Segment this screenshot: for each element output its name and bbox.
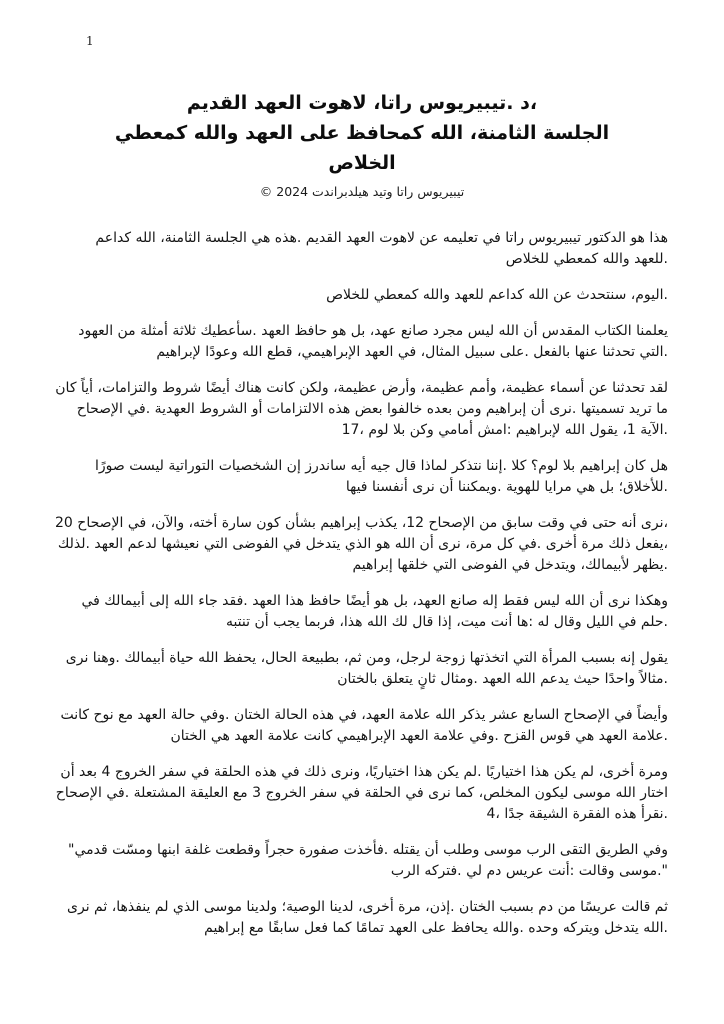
body-line: وهكذا نرى أن الله ليس فقط إله صانع العهد، بل هو أيضًا حافظ هذا العهد .فقد جاء الله إلى أبيمالك في xyxy=(81,593,668,609)
body-line: هل كان إبراهيم بلا لوم؟ كلا .إننا نتذكر لماذا قال جيه أيه ساندرز إن الشخصيات التوراتية ليست صورًا xyxy=(95,458,668,474)
body-line: ما تريد تسميتها .نرى أن إبراهيم ومن بعده خالفوا بعض هذه الالتزامات أو الشروط العهدية .في الإصحاح xyxy=(76,401,668,417)
page-number: 1 xyxy=(86,34,94,48)
body-line: .يظهر لأبيمالك، ويتدخل في الفوضى التي خلقها إبراهيم xyxy=(352,557,668,573)
body-line: .علامة العهد هي قوس القزح .وفي علامة العهد الإبراهيمي كانت علامة العهد هي الختان xyxy=(170,728,668,744)
body-line: .التي تحدثنا عنها بالفعل .على سبيل المثال، في العهد الإبراهيمي، قطع الله وعودًا لإبراهيم xyxy=(156,344,668,360)
body-line: ،نرى أنه حتى في وقت سابق من الإصحاح 12، يكذب إبراهيم بشأن كون سارة أخته، والآن، في الإصحاح 20 xyxy=(55,515,668,531)
body-line: لقد تحدثنا عن أسماء عظيمة، وأمم عظيمة، وأرض عظيمة، ولكن كانت هناك أيضًا شروط والتزامات، أياً كان xyxy=(55,380,668,396)
byline: تيبيريوس راتا وتيد هيلدبراندت 2024 © xyxy=(259,184,465,199)
body-line: ".موسى وقالت :أنت عريس دم لي .فتركه الرب xyxy=(390,863,668,879)
body-line: يقول إنه بسبب المرأة التي اتخذتها زوجة لرجل، ومن ثم، بطبيعة الحال، يحفظ الله حياة أبيمالك .وهنا نرى xyxy=(65,650,668,666)
body-line: .نقرأ هذه الفقرة الشيقة جدًا ،4 xyxy=(486,806,668,822)
body-text xyxy=(56,228,668,939)
title-line-3: الخلاص xyxy=(328,152,396,174)
body-paragraph xyxy=(56,285,668,306)
body-paragraph xyxy=(56,840,668,882)
title-line-2: الجلسة الثامنة، الله كمحافظ على العهد والله كمعطي xyxy=(114,122,610,144)
body-line: وفي الطريق التقى الرب موسى وطلب أن يقتله .فأخذت صفورة حجراً وقطعت غلفة ابنها ومسّت قدمي" xyxy=(68,842,668,858)
body-line: .مثالاً واحدًا حيث يدعم الله العهد .ومثال ثانٍ يتعلق بالختان xyxy=(337,671,668,687)
body-line: هذا هو الدكتور تيبيريوس راتا في تعليمه عن لاهوت العهد القديم .هذه هي الجلسة الثامنة، الله كداعم xyxy=(95,230,668,246)
body-paragraph xyxy=(56,456,668,498)
body-line: وأيضاً في الإصحاح السابع عشر يذكر الله علامة العهد، في هذه الحالة الختان .وفي حالة العهد مع نوح كانت xyxy=(60,707,668,723)
body-line: ،يفعل ذلك مرة أخرى .في كل مرة، نرى أن الله هو الذي يتدخل في الفوضى التي نعيشها لدعم العهد .لذلك xyxy=(57,536,668,552)
body-line: ثم قالت عريسًا من دم بسبب الختان .إذن، مرة أخرى، لدينا الوصية؛ ولدينا موسى الذي لم ينفذها، ثم نرى xyxy=(67,899,668,915)
body-paragraph xyxy=(56,591,668,633)
body-line: ومرة أخرى، لم يكن هذا اختياريًا .لم يكن هذا اختياريًا، ونرى ذلك في هذه الحلقة في سفر الخروج 4 بعد أن xyxy=(60,764,668,780)
body-line: اختار الله موسى ليكون المخلص، كما نرى في الحلقة في سفر الخروج 3 مع العليقة المشتعلة .في الإصحاح xyxy=(55,785,668,801)
body-paragraph xyxy=(56,228,668,270)
body-line: .الله يتدخل ويتركه وحده .والله يحافظ على العهد تمامًا كما فعل سابقًا مع إبراهيم xyxy=(204,920,668,936)
body-paragraph xyxy=(56,705,668,747)
body-paragraph xyxy=(56,378,668,441)
body-paragraph xyxy=(56,897,668,939)
title-block xyxy=(56,88,668,178)
body-line: .للعهد والله كمعطي للخلاص xyxy=(505,251,668,267)
body-line: .للأخلاق؛ بل هي مرايا للهوية .ويمكننا أن نرى أنفسنا فيها xyxy=(345,479,668,495)
body-paragraph xyxy=(56,762,668,825)
title-line-1: ،د .تيبيريوس راتا، لاهوت العهد القديم xyxy=(186,92,538,114)
body-line: .حلم في الليل وقال له :ها أنت ميت، إذا قال لك الله هذا، فربما يجب أن تنتبه xyxy=(225,614,668,630)
body-line: يعلمنا الكتاب المقدس أن الله ليس مجرد صانع عهد، بل هو حافظ العهد .سأعطيك ثلاثة أمثلة من العهود xyxy=(78,323,668,339)
body-line: .الآية 1، يقول الله لإبراهيم :امش أمامي وكن بلا لوم ،17 xyxy=(341,422,668,438)
body-paragraph xyxy=(56,513,668,576)
body-line: .اليوم، سنتحدث عن الله كداعم للعهد والله كمعطي للخلاص xyxy=(326,287,668,303)
body-paragraph xyxy=(56,321,668,363)
body-paragraph xyxy=(56,648,668,690)
